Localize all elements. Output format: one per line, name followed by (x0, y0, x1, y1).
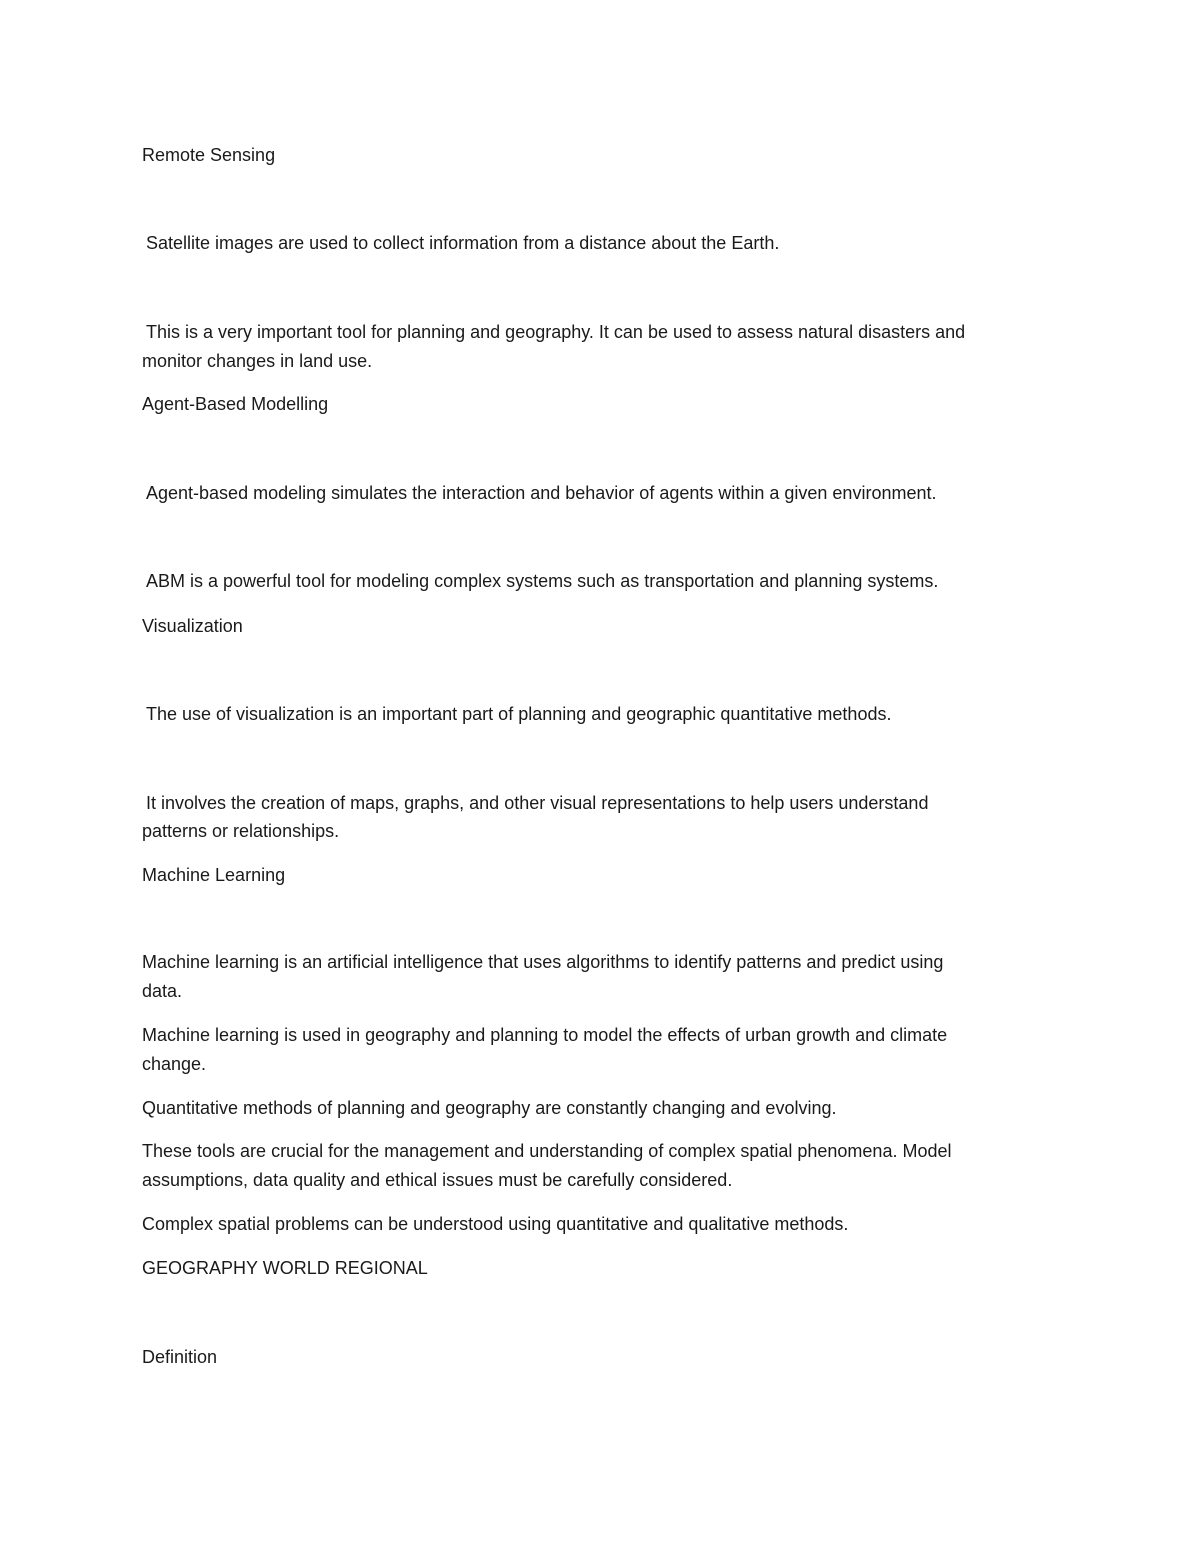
paragraph-line: It involves the creation of maps, graphs, and other visual representations to help users understand (146, 793, 929, 813)
paragraph-line: change. (142, 1054, 207, 1074)
paragraph-line: This is a very important tool for planning and geography. It can be used to assess natural disasters and (146, 322, 966, 342)
heading-geography-world-regional: GEOGRAPHY WORLD REGIONAL (142, 1258, 428, 1278)
paragraph-line: Agent-based modeling simulates the interaction and behavior of agents within a given environment. (146, 483, 937, 503)
heading-visualization: Visualization (142, 616, 243, 636)
paragraph-line: Machine learning is used in geography and planning to model the effects of urban growth and climate (142, 1025, 948, 1045)
paragraph-line: The use of visualization is an important part of planning and geographic quantitative methods. (146, 704, 892, 724)
paragraph-line: Quantitative methods of planning and geography are constantly changing and evolving. (142, 1098, 837, 1118)
paragraph-line: patterns or relationships. (142, 821, 340, 841)
paragraph-line: monitor changes in land use. (142, 351, 373, 371)
paragraph-line: These tools are crucial for the management and understanding of complex spatial phenomena. Model (142, 1141, 952, 1161)
paragraph-line: Complex spatial problems can be understood using quantitative and qualitative methods. (142, 1214, 849, 1234)
heading-machine-learning: Machine Learning (142, 865, 286, 885)
paragraph-line: data. (142, 981, 183, 1001)
paragraph-line: Machine learning is an artificial intelligence that uses algorithms to identify patterns and predict using (142, 952, 944, 972)
heading-definition: Definition (142, 1347, 218, 1367)
heading-remote-sensing: Remote Sensing (142, 145, 276, 165)
heading-agent-based-modelling: Agent-Based Modelling (142, 394, 329, 414)
paragraph-line: ABM is a powerful tool for modeling complex systems such as transportation and planning systems. (146, 571, 939, 591)
paragraph-line: assumptions, data quality and ethical issues must be carefully considered. (142, 1170, 733, 1190)
paragraph-line: Satellite images are used to collect information from a distance about the Earth. (146, 233, 780, 253)
